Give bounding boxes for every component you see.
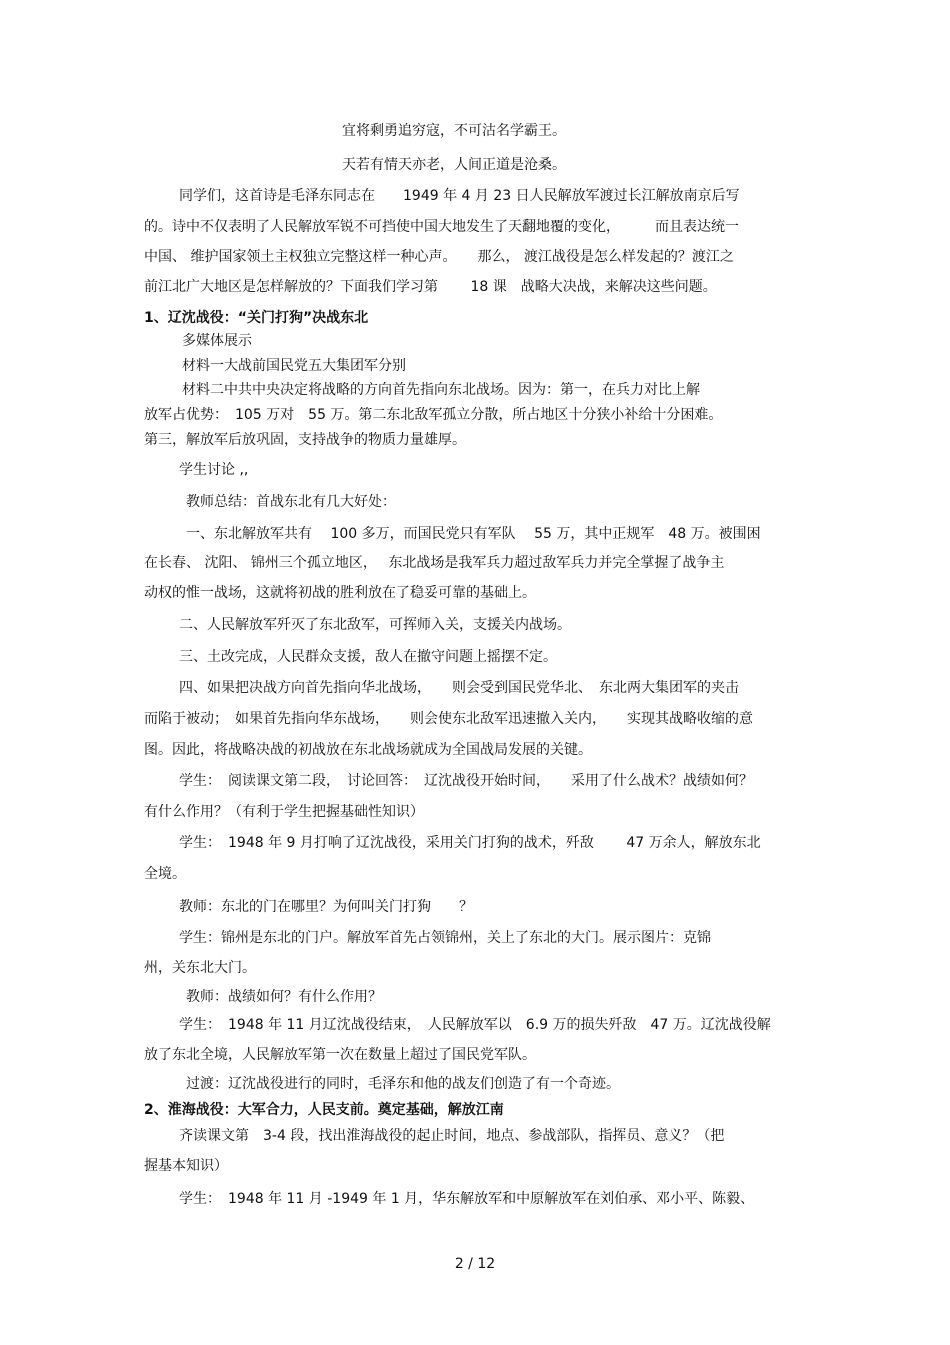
text-line: 学生： 1948 年 9 月打响了辽沈战役，采用关门打狗的战术，歼敌 47 万余人，解放东北 (179, 835, 761, 851)
text-line: 同学们，这首诗是毛泽东同志在 1949 年 4 月 23 日人民解放军渡过长江解放南京后写 (179, 188, 740, 204)
text-line: 动权的惟一战场，这就将初战的胜利放在了稳妥可靠的基础上。 (144, 585, 536, 601)
text-line: 学生： 1948 年 11 月 -1949 年 1 月，华东解放军和中原解放军在刘伯承、邓小平、陈毅、 (179, 1191, 755, 1207)
text-line: 教师总结：首战东北有几大好处： (186, 494, 396, 510)
poem-line-2: 天若有情天亦老，人间正道是沧桑。 (342, 157, 566, 173)
text-line: 握基本知识） (144, 1158, 228, 1174)
section-heading-2: 2、淮海战役：大军合力，人民支前。奠定基础，解放江南 (144, 1102, 504, 1118)
text-line: 一、东北解放军共有 100 多万，而国民党只有军队 55 万，其中正规军 48 万。被围困 (186, 526, 761, 542)
text-line: 齐读课文第 3-4 段，找出淮海战役的起止时间，地点、参战部队，指挥员、意义？（把 (179, 1128, 725, 1144)
text-line: 图。因此，将战略决战的初战放在东北战场就成为全国战局发展的关键。 (144, 742, 592, 758)
text-line: 学生： 阅读课文第二段， 讨论回答： 辽沈战役开始时间， 采用了什么战术？战绩如何？ (179, 773, 753, 789)
text-line: 在长春、 沈阳、 锦州三个孤立地区， 东北战场是我军兵力超过敌军兵力并完全掌握了战争主 (144, 555, 725, 571)
section-heading-1: 1、辽沈战役：“关门打狗”决战东北 (144, 310, 369, 326)
text-line: 多媒体展示 (182, 333, 252, 349)
text-line: 而陷于被动； 如果首先指向华东战场， 则会使东北敌军迅速撤入关内， 实现其战略收缩的意 (144, 711, 753, 727)
text-line: 教师：东北的门在哪里？为何叫关门打狗 ？ (179, 899, 473, 915)
page-number: 2 / 12 (454, 1256, 496, 1272)
text-line: 有什么作用？（有利于学生把握基础性知识） (144, 804, 424, 820)
text-line: 四、如果把决战方向首先指向华北战场， 则会受到国民党华北、 东北两大集团军的夹击 (179, 680, 739, 696)
text-line: 州，关东北大门。 (144, 960, 256, 976)
text-line: 过渡：辽沈战役进行的同时，毛泽东和他的战友们创造了有一个奇迹。 (186, 1076, 620, 1092)
text-line: 学生讨论 ,, (179, 462, 249, 478)
text-line: 第三，解放军后放巩固，支持战争的物质力量雄厚。 (144, 432, 466, 448)
text-line: 的。诗中不仅表明了人民解放军锐不可挡使中国大地发生了天翻地覆的变化， 而且表达统一 (144, 219, 739, 235)
text-line: 二、人民解放军歼灭了东北敌军，可挥师入关，支援关内战场。 (179, 617, 571, 633)
text-line: 中国、 维护国家领土主权独立完整这样一种心声。 那么， 渡江战役是怎么样发起的？渡江之 (144, 249, 734, 265)
text-line: 三、土改完成，人民群众支援，敌人在撤守问题上摇摆不定。 (179, 649, 557, 665)
text-line: 放了东北全境，人民解放军第一次在数量上超过了国民党军队。 (144, 1047, 536, 1063)
text-line: 材料一大战前国民党五大集团军分别 (182, 358, 406, 374)
text-line: 材料二中共中央决定将战略的方向首先指向东北战场。因为：第一，在兵力对比上解 (182, 382, 700, 398)
poem-line-1: 宜将剩勇追穷寇，不可沽名学霸王。 (342, 123, 566, 139)
text-line: 学生： 1948 年 11 月辽沈战役结束， 人民解放军以 6.9 万的损失歼敌 47 万。辽沈战役解 (179, 1017, 771, 1033)
text-line: 学生：锦州是东北的门户。解放军首先占领锦州，关上了东北的大门。展示图片：克锦 (179, 930, 711, 946)
text-line: 全境。 (144, 866, 186, 882)
text-line: 放军占优势： 105 万对 55 万。第二东北敌军孤立分散，所占地区十分狭小补给十分困难。 (144, 407, 723, 423)
text-line: 前江北广大地区是怎样解放的？下面我们学习第 18 课 战略大决战，来解决这些问题。 (144, 279, 717, 295)
text-line: 教师：战绩如何？有什么作用？ (186, 989, 382, 1005)
